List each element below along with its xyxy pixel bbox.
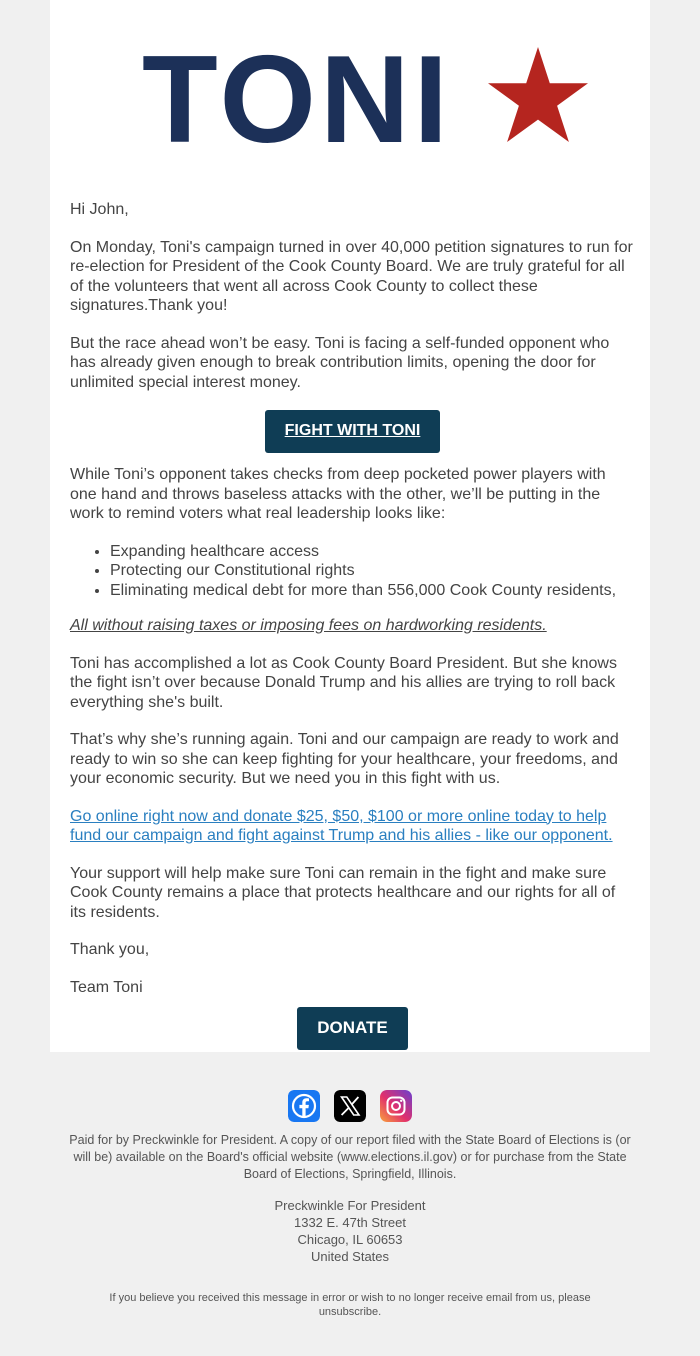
donate-button[interactable]: DONATE <box>297 1007 408 1050</box>
paragraph-petition: On Monday, Toni's campaign turned in over 40,000 petition signatures to run for re-election for President of the Cook County Board. We are truly grateful for all of the volunteers that went all across Cook County to collect these signatures.Thank you! <box>70 238 633 314</box>
fight-with-toni-button[interactable]: FIGHT WITH TONI <box>265 410 441 453</box>
star-icon <box>488 47 588 143</box>
social-links <box>50 1090 650 1122</box>
paragraph-race: But the race ahead won’t be easy. Toni is facing a self-funded opponent who has already given enough to break contribution limits, opening the door for unlimited special interest money. <box>70 334 610 391</box>
donate-text-link[interactable]: Go online right now and donate $25, $50, $100 or more online today to help fund our campaign and fight against Trump and his allies - like our opponent. <box>70 807 613 844</box>
signature: Team Toni <box>70 978 143 996</box>
x-icon[interactable] <box>334 1090 366 1122</box>
priorities-list <box>70 542 635 601</box>
greeting: Hi John, <box>70 201 129 218</box>
mailing-address <box>50 1197 650 1265</box>
address-street: 1332 E. 47th Street <box>293 1215 407 1230</box>
fight-button-wrap <box>70 410 635 453</box>
email-card <box>50 0 650 1052</box>
address-city: Chicago, IL 60653 <box>297 1232 403 1247</box>
address-name: Preckwinkle For President <box>274 1198 426 1213</box>
email-footer <box>50 1090 650 1319</box>
thank-you-line: Thank you, <box>70 941 150 958</box>
paid-for-disclaimer: Paid for by Preckwinkle for President. A copy of our report filed with the State Board of Elections is (or will be) available on the Board's official website (www.elections.il.gov) or for purchase from the State Board of Elections, Springfield, Illinois. <box>69 1133 631 1181</box>
list-item: • Expanding healthcare access <box>110 542 635 562</box>
facebook-icon[interactable] <box>288 1090 320 1122</box>
logo-text: TONI <box>142 31 452 169</box>
paragraph-support: Your support will help make sure Toni can remain in the fight and make sure Cook County remains a place that protects healthcare and our rights for all of its residents. <box>70 864 616 921</box>
paragraph-opponent: While Toni’s opponent takes checks from deep pocketed power players with one hand and throws baseless attacks with the other, we’ll be putting in the work to remind voters what real leadership looks like: <box>70 466 606 522</box>
toni-logo <box>142 31 592 169</box>
unsubscribe-note[interactable]: If you believe you received this message in error or wish to no longer receive email from us, please unsubscribe. <box>109 1292 591 1318</box>
paragraph-accomplished: Toni has accomplished a lot as Cook County Board President. But she knows the fight isn’t over because Donald Trump and his allies are trying to roll back everything she's built. <box>70 654 617 711</box>
list-item: • Eliminating medical debt for more than 556,000 Cook County residents, <box>110 581 635 601</box>
address-country: United States <box>310 1249 390 1264</box>
instagram-icon[interactable] <box>380 1090 412 1122</box>
donate-button-wrap <box>70 1007 635 1050</box>
email-body <box>70 200 635 1062</box>
paragraph-running-again: That’s why she’s running again. Toni and our campaign are ready to work and ready to win so she can keep fighting for your healthcare, your freedoms, and your economic security. But we need you in this fight with us. <box>70 731 619 787</box>
no-taxes-note: All without raising taxes or imposing fees on hardworking residents. <box>70 617 547 634</box>
list-item: • Protecting our Constitutional rights <box>110 561 635 581</box>
